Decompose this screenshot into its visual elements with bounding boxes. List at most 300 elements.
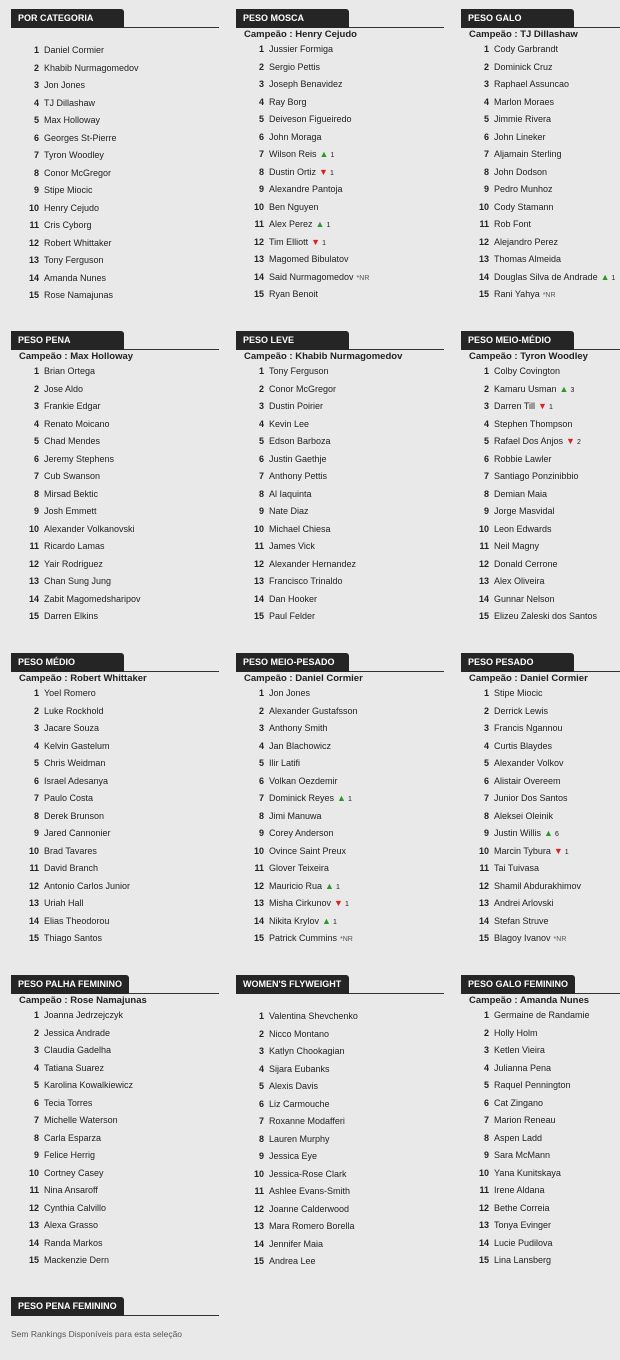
fighter-name[interactable]: Neil Magny (494, 541, 540, 551)
rank-number: 1 (258, 366, 264, 376)
fighter-name[interactable]: Tony Ferguson (269, 366, 329, 376)
panel-header (461, 652, 620, 672)
rank-number: 10 (478, 1167, 489, 1178)
rank-number: 13 (28, 576, 39, 586)
fighter-name[interactable]: Andrea Lee (269, 1256, 316, 1266)
fighter-name[interactable]: Marion Reneau (494, 1115, 556, 1125)
fighter-name[interactable]: James Vick (269, 541, 315, 551)
fighter-name[interactable]: Alex Oliveira (494, 576, 545, 586)
fighter-name[interactable]: Katlyn Chookagian (269, 1046, 345, 1056)
fighter-name[interactable]: Justin Willis (494, 828, 542, 838)
category-tab[interactable]: PESO MÉDIO (11, 653, 124, 672)
ranking-row (461, 573, 620, 591)
fighter-name[interactable]: Sergio Pettis (269, 61, 321, 72)
fighter-name[interactable]: Amanda Nunes (44, 272, 107, 283)
triangle-down-icon: ▼ (553, 845, 563, 856)
rank-number: 10 (253, 523, 264, 534)
fighter-name[interactable]: Nina Ansaroff (44, 1185, 98, 1195)
fighter-name[interactable]: Derek Brunson (44, 810, 105, 821)
fighter-name[interactable]: Jon Jones (269, 688, 311, 698)
rank-number: 6 (483, 453, 489, 464)
triangle-up-icon: ▲ (315, 219, 325, 229)
ranking-row (11, 1095, 219, 1113)
fighter-name[interactable]: Alejandro Perez (494, 236, 559, 247)
fighter-name[interactable]: Alexander Gustafsson (269, 705, 358, 716)
ranking-list (236, 1008, 444, 1271)
rank-number: 3 (33, 80, 39, 90)
fighter-name[interactable]: Cody Garbrandt (494, 44, 559, 54)
ranking-row (11, 252, 219, 270)
fighter-name[interactable]: Thiago Santos (44, 933, 103, 943)
ranking-row (11, 182, 219, 200)
fighter-name[interactable]: Mauricio Rua (269, 880, 323, 891)
fighter-name[interactable]: Jimmie Rivera (494, 114, 552, 124)
fighter-name[interactable]: Tecia Torres (44, 1097, 93, 1108)
fighter-name[interactable]: Joseph Benavidez (269, 79, 343, 89)
ranking-row (461, 755, 620, 773)
fighter-name[interactable]: Ray Borg (269, 96, 307, 107)
rank-number: 8 (33, 1132, 39, 1143)
fighter-name[interactable]: Julianna Pena (494, 1062, 552, 1073)
fighter-name[interactable]: Corey Anderson (269, 828, 334, 838)
rank-number: 6 (33, 453, 39, 464)
fighter-name[interactable]: Said Nurmagomedov (269, 271, 354, 282)
ranking-row (461, 930, 620, 948)
fighter-name[interactable]: Irene Aldana (494, 1185, 545, 1195)
ranking-row (461, 286, 620, 304)
triangle-down-icon: ▼ (311, 236, 321, 247)
ranking-row (11, 685, 219, 703)
fighter-name[interactable]: Rob Font (494, 219, 532, 229)
fighter-name[interactable]: Lauren Murphy (269, 1133, 330, 1144)
rank-number: 13 (253, 1221, 264, 1231)
fighter-name[interactable]: Demian Maia (494, 488, 548, 499)
ranking-row (11, 433, 219, 451)
fighter-name[interactable]: Cub Swanson (44, 471, 101, 481)
ranking-row (236, 1078, 444, 1096)
fighter-name[interactable]: Ketlen Vieira (494, 1045, 545, 1055)
fighter-name[interactable]: Sara McMann (494, 1150, 551, 1160)
ranking-row (11, 1112, 219, 1130)
fighter-name[interactable]: Andrei Arlovski (494, 898, 554, 908)
fighter-name[interactable]: Douglas Silva de Andrade (494, 271, 598, 282)
rank-number: 14 (28, 593, 39, 604)
category-tab[interactable]: PESO GALO (461, 9, 574, 28)
fighter-name[interactable]: Tim Elliott (269, 236, 309, 247)
rank-number: 12 (478, 880, 489, 891)
rank-number: 10 (28, 202, 39, 213)
fighter-name[interactable]: Joanna Jedrzejczyk (44, 1010, 124, 1020)
rank-number: 8 (483, 1132, 489, 1143)
fighter-name[interactable]: Alistair Overeem (494, 775, 561, 786)
fighter-name[interactable]: Jon Jones (44, 80, 86, 90)
fighter-name[interactable]: Deiveson Figueiredo (269, 114, 352, 124)
fighter-name[interactable]: Henry Cejudo (44, 202, 100, 213)
fighter-name[interactable]: Stipe Miocic (44, 185, 93, 195)
fighter-name[interactable]: Paul Felder (269, 611, 316, 621)
champion-label: Campeão : Max Holloway (19, 351, 134, 362)
fighter-name[interactable]: Felice Herrig (44, 1150, 96, 1160)
fighter-name[interactable]: Daniel Cormier (44, 45, 105, 55)
fighter-name[interactable]: Frankie Edgar (44, 401, 101, 411)
fighter-name[interactable]: Anthony Pettis (269, 471, 328, 481)
champion-label: Campeão : Henry Cejudo (244, 29, 357, 40)
fighter-name[interactable]: Stefan Struve (494, 915, 549, 926)
ranking-row (236, 251, 444, 269)
fighter-name[interactable]: Justin Gaethje (269, 453, 327, 464)
ranking-list (11, 1007, 219, 1270)
category-tab[interactable]: PESO MEIO-MÉDIO (461, 331, 574, 350)
fighter-name[interactable]: Glover Teixeira (269, 863, 329, 873)
fighter-name[interactable]: Anthony Smith (269, 723, 328, 733)
fighter-name[interactable]: Alexa Grasso (44, 1220, 99, 1230)
champion-label: Campeão : Robert Whittaker (19, 673, 147, 684)
fighter-name[interactable]: Antonio Carlos Junior (44, 880, 131, 891)
fighter-name[interactable]: Rani Yahya (494, 289, 540, 299)
rank-number: 11 (29, 863, 39, 873)
fighter-name[interactable]: Darren Till (494, 401, 536, 411)
fighter-name[interactable]: TJ Dillashaw (44, 97, 96, 108)
fighter-name[interactable]: Raquel Pennington (494, 1080, 571, 1090)
fighter-name[interactable]: Pedro Munhoz (494, 184, 553, 194)
rank-number: 4 (483, 740, 489, 751)
fighter-name[interactable]: Darren Elkins (44, 611, 99, 621)
fighter-name[interactable]: Cat Zingano (494, 1097, 544, 1108)
ranking-row (11, 1042, 219, 1060)
fighter-name[interactable]: Francisco Trinaldo (269, 576, 343, 586)
ranking-row (11, 895, 219, 913)
fighter-name[interactable]: Tatiana Suarez (44, 1062, 105, 1073)
fighter-name[interactable]: Wilson Reis (269, 149, 317, 159)
fighter-name[interactable]: Gunnar Nelson (494, 593, 555, 604)
fighter-name[interactable]: Al Iaquinta (269, 488, 312, 499)
rank-number: 2 (258, 383, 264, 394)
fighter-name[interactable]: Colby Covington (494, 366, 561, 376)
fighter-name[interactable]: Francis Ngannou (494, 723, 563, 733)
fighter-name[interactable]: Volkan Oezdemir (269, 775, 338, 786)
fighter-name[interactable]: Jussier Formiga (269, 44, 334, 54)
fighter-name[interactable]: Cynthia Calvillo (44, 1202, 107, 1213)
fighter-name[interactable]: Cortney Casey (44, 1167, 104, 1178)
fighter-name[interactable]: Holly Holm (494, 1027, 538, 1038)
rank-change: 1 (326, 222, 331, 229)
fighter-name[interactable]: Randa Markos (44, 1237, 103, 1248)
fighter-name[interactable]: Mackenzie Dern (44, 1255, 110, 1265)
rank-number: 4 (33, 418, 39, 429)
fighter-name[interactable]: Michelle Waterson (44, 1115, 118, 1125)
ranking-list (461, 363, 620, 626)
fighter-name[interactable]: Curtis Blaydes (494, 740, 553, 751)
ranking-list (236, 363, 444, 626)
category-tab[interactable]: WOMEN'S FLYWEIGHT (236, 975, 349, 994)
fighter-name[interactable]: Thomas Almeida (494, 254, 562, 264)
fighter-name[interactable]: Josh Emmett (44, 506, 97, 516)
fighter-name[interactable]: Patrick Cummins (269, 933, 338, 943)
fighter-name[interactable]: David Branch (44, 863, 99, 873)
fighter-name[interactable]: Conor McGregor (269, 383, 337, 394)
fighter-name[interactable]: Carla Esparza (44, 1132, 102, 1143)
fighter-name[interactable]: Santiago Ponzinibbio (494, 471, 579, 481)
category-tab[interactable]: PESO MEIO-PESADO (236, 653, 349, 672)
category-tab[interactable]: PESO PALHA FEMININO (11, 975, 129, 994)
category-tab[interactable]: PESO MOSCA (236, 9, 349, 28)
fighter-name[interactable]: Alexis Davis (269, 1081, 319, 1091)
category-tab[interactable]: PESO PENA (11, 331, 124, 350)
fighter-name[interactable]: Robert Whittaker (44, 237, 112, 248)
fighter-name[interactable]: Nate Diaz (269, 506, 309, 516)
fighter-name[interactable]: Leon Edwards (494, 523, 552, 534)
fighter-name[interactable]: Marcin Tybura (494, 845, 551, 856)
ranking-row (11, 573, 219, 591)
category-tab[interactable]: POR CATEGORIA (11, 9, 124, 28)
ranking-row (461, 94, 620, 112)
rank-number: 7 (258, 471, 264, 481)
ranking-row (461, 363, 620, 381)
fighter-name[interactable]: Renato Moicano (44, 418, 110, 429)
fighter-name[interactable]: Jessica Andrade (44, 1027, 111, 1038)
ranking-row (11, 860, 219, 878)
fighter-name[interactable]: Aspen Ladd (494, 1132, 543, 1143)
fighter-name[interactable]: Jose Aldo (44, 383, 84, 394)
ranking-row (11, 591, 219, 609)
rank-number: 13 (28, 898, 39, 908)
rank-number: 11 (254, 863, 264, 873)
fighter-name[interactable]: Lucie Pudilova (494, 1237, 553, 1248)
fighter-name[interactable]: Brian Ortega (44, 366, 96, 376)
fighter-name[interactable]: Ricardo Lamas (44, 541, 105, 551)
ranking-row (236, 860, 444, 878)
fighter-name[interactable]: Max Holloway (44, 115, 101, 125)
fighter-name[interactable]: Zabit Magomedsharipov (44, 593, 141, 604)
fighter-name[interactable]: Edson Barboza (269, 436, 331, 446)
fighter-name[interactable]: Jessica-Rose Clark (269, 1168, 347, 1179)
fighter-name[interactable]: Magomed Bibulatov (269, 254, 349, 264)
ranking-row (11, 398, 219, 416)
ranking-row (236, 1201, 444, 1219)
fighter-name[interactable]: Claudia Gadelha (44, 1045, 112, 1055)
fighter-name[interactable]: Aljamain Sterling (494, 149, 562, 159)
ranking-row (461, 1112, 620, 1130)
fighter-name[interactable]: Yoel Romero (44, 688, 96, 698)
rank-number: 5 (258, 758, 264, 768)
rank-number: 14 (253, 1238, 264, 1249)
rank-number: 5 (258, 114, 264, 124)
ranking-row (11, 77, 219, 95)
fighter-name[interactable]: Brad Tavares (44, 845, 97, 856)
ranking-row (236, 269, 444, 287)
triangle-down-icon: ▼ (538, 401, 547, 411)
fighter-name[interactable]: Dan Hooker (269, 593, 318, 604)
fighter-name[interactable]: Chris Weidman (44, 758, 106, 768)
fighter-name[interactable]: Kevin Lee (269, 418, 310, 429)
fighter-name[interactable]: Ovince Saint Preux (269, 845, 347, 856)
rank-number: 7 (33, 150, 39, 160)
fighter-name[interactable]: Mirsad Bektic (44, 488, 99, 499)
fighter-name[interactable]: Joanne Calderwood (269, 1203, 350, 1214)
fighter-name[interactable]: Conor McGregor (44, 167, 112, 178)
rank-number: 14 (253, 271, 264, 282)
fighter-name[interactable]: Cris Cyborg (44, 220, 92, 230)
rank-number: 9 (483, 1150, 489, 1160)
fighter-name[interactable]: Rafael Dos Anjos (494, 436, 564, 446)
fighter-name[interactable]: Jan Blachowicz (269, 740, 332, 751)
rank-number: 5 (33, 758, 39, 768)
fighter-name[interactable]: Stipe Miocic (494, 688, 543, 698)
category-tab[interactable]: PESO PESADO (461, 653, 574, 672)
ranking-list (236, 685, 444, 948)
ranking-row (236, 363, 444, 381)
fighter-name[interactable]: Dominick Reyes (269, 793, 335, 803)
fighter-name[interactable]: Elizeu Zaleski dos Santos (494, 611, 598, 621)
fighter-name[interactable]: Liz Carmouche (269, 1098, 330, 1109)
fighter-name[interactable]: Aleksei Oleinik (494, 810, 554, 821)
fighter-name[interactable]: Elias Theodorou (44, 915, 110, 926)
rank-number: 4 (483, 96, 489, 107)
fighter-name[interactable]: Khabib Nurmagomedov (44, 62, 139, 73)
fighter-name[interactable]: Raphael Assuncao (494, 79, 570, 89)
fighter-name[interactable]: John Dodson (494, 166, 548, 177)
ranking-row (236, 59, 444, 77)
fighter-name[interactable]: Tai Tuivasa (494, 863, 540, 873)
rank-number: 12 (253, 558, 264, 569)
category-tab[interactable]: PESO LEVE (236, 331, 349, 350)
panel-header (236, 8, 444, 28)
ranking-row (236, 416, 444, 434)
panel-peso-pena-feminino (11, 1296, 219, 1339)
fighter-name[interactable]: Tyron Woodley (44, 150, 104, 160)
fighter-name[interactable]: Jared Cannonier (44, 828, 111, 838)
ranking-row (236, 538, 444, 556)
ranking-row (11, 738, 219, 756)
rank-number: 3 (33, 1045, 39, 1055)
fighter-name[interactable]: Chan Sung Jung (44, 576, 112, 586)
fighter-name[interactable]: Robbie Lawler (494, 453, 552, 464)
fighter-name[interactable]: Yana Kunitskaya (494, 1167, 561, 1178)
fighter-name[interactable]: Jeremy Stephens (44, 453, 115, 464)
rank-number: 6 (33, 775, 39, 786)
rank-number: 3 (483, 723, 489, 733)
fighter-name[interactable]: Rose Namajunas (44, 290, 114, 300)
fighter-name[interactable]: Jacare Souza (44, 723, 100, 733)
fighter-name[interactable]: John Moraga (269, 131, 322, 142)
rank-number: 14 (478, 593, 489, 604)
fighter-name[interactable]: Alexandre Pantoja (269, 184, 343, 194)
rank-number: 6 (483, 775, 489, 786)
fighter-name[interactable]: Mara Romero Borella (269, 1221, 355, 1231)
fighter-name[interactable]: Ilir Latifi (269, 758, 301, 768)
fighter-name[interactable]: Shamil Abdurakhimov (494, 880, 582, 891)
category-tab[interactable]: PESO PENA FEMININO (11, 1297, 124, 1316)
fighter-name[interactable]: Chad Mendes (44, 436, 101, 446)
fighter-name[interactable]: Donald Cerrone (494, 558, 558, 569)
fighter-name[interactable]: Marlon Moraes (494, 96, 555, 107)
fighter-name[interactable]: Jimi Manuwa (269, 810, 322, 821)
fighter-name[interactable]: Derrick Lewis (494, 705, 549, 716)
ranking-row (461, 591, 620, 609)
rank-number: 7 (258, 149, 264, 159)
fighter-name[interactable]: Dustin Ortiz (269, 166, 317, 177)
ranking-list (11, 42, 219, 305)
ranking-row (11, 773, 219, 791)
fighter-name[interactable]: Alex Perez (269, 219, 313, 229)
ranking-row (461, 1252, 620, 1270)
fighter-name[interactable]: Sijara Eubanks (269, 1063, 330, 1074)
fighter-name[interactable]: Uriah Hall (44, 898, 84, 908)
fighter-name[interactable]: Blagoy Ivanov (494, 933, 551, 943)
fighter-name[interactable]: Ashlee Evans-Smith (269, 1186, 351, 1196)
fighter-name[interactable]: Paulo Costa (44, 793, 94, 803)
fighter-name[interactable]: Lina Lansberg (494, 1255, 552, 1265)
fighter-name[interactable]: Roxanne Modafferi (269, 1116, 345, 1126)
fighter-name[interactable]: Luke Rockhold (44, 705, 104, 716)
ranking-row (11, 1147, 219, 1165)
ranking-row (236, 591, 444, 609)
fighter-name[interactable]: Jessica Eye (269, 1151, 318, 1161)
ranking-row (461, 1200, 620, 1218)
fighter-name[interactable]: Kelvin Gastelum (44, 740, 110, 751)
rank-number: 3 (258, 79, 264, 89)
fighter-name[interactable]: Alexander Volkanovski (44, 523, 135, 534)
fighter-name[interactable]: Junior Dos Santos (494, 793, 568, 803)
fighter-name[interactable]: Jennifer Maia (269, 1238, 324, 1249)
fighter-name[interactable]: Nicco Montano (269, 1028, 330, 1039)
fighter-name[interactable]: Alexander Hernandez (269, 558, 357, 569)
fighter-name[interactable]: Tony Ferguson (44, 255, 104, 265)
ranking-row (236, 521, 444, 539)
ranking-row (11, 381, 219, 399)
rank-number: 9 (483, 506, 489, 516)
fighter-name[interactable]: Stephen Thompson (494, 418, 573, 429)
fighter-name[interactable]: Ryan Benoit (269, 289, 319, 299)
fighter-name[interactable]: Bethe Correia (494, 1202, 550, 1213)
ranking-row (461, 1077, 620, 1095)
category-tab[interactable]: PESO GALO FEMININO (461, 975, 575, 994)
fighter-name[interactable]: Jorge Masvidal (494, 506, 555, 516)
fighter-name[interactable]: Israel Adesanya (44, 775, 109, 786)
rank-number: 1 (33, 45, 39, 55)
fighter-name[interactable]: Misha Cirkunov (269, 898, 332, 908)
fighter-name[interactable]: Alexander Volkov (494, 758, 564, 768)
fighter-name[interactable]: Michael Chiesa (269, 523, 331, 534)
ranking-row (461, 129, 620, 147)
fighter-name[interactable]: Tonya Evinger (494, 1220, 552, 1230)
fighter-name[interactable]: Georges St-Pierre (44, 132, 117, 143)
fighter-name[interactable]: John Lineker (494, 131, 546, 142)
fighter-name[interactable]: Valentina Shevchenko (269, 1011, 358, 1021)
rank-number: 11 (479, 541, 489, 551)
fighter-name[interactable]: Yair Rodriguez (44, 558, 103, 569)
ranking-panel (236, 8, 444, 304)
fighter-name[interactable]: Dominick Cruz (494, 61, 553, 72)
ranking-panel (236, 974, 444, 1271)
fighter-name[interactable]: Kamaru Usman (494, 383, 557, 394)
fighter-name[interactable]: Dustin Poirier (269, 401, 324, 411)
panel-header (11, 652, 219, 672)
fighter-name[interactable]: Germaine de Randamie (494, 1010, 590, 1020)
fighter-name[interactable]: Cody Stamann (494, 201, 554, 212)
rank-change: 1 (347, 796, 352, 803)
ranking-row (461, 164, 620, 182)
ranking-row (236, 825, 444, 843)
fighter-name[interactable]: Ben Nguyen (269, 201, 319, 212)
rank-number: 12 (253, 236, 264, 247)
fighter-name[interactable]: Nikita Krylov (269, 915, 320, 926)
triangle-down-icon: ▼ (566, 436, 575, 446)
rank-number: 8 (483, 166, 489, 177)
rank-number: 13 (478, 254, 489, 264)
not-ranked-badge: *NR (553, 936, 567, 943)
fighter-name[interactable]: Karolina Kowalkiewicz (44, 1080, 134, 1090)
